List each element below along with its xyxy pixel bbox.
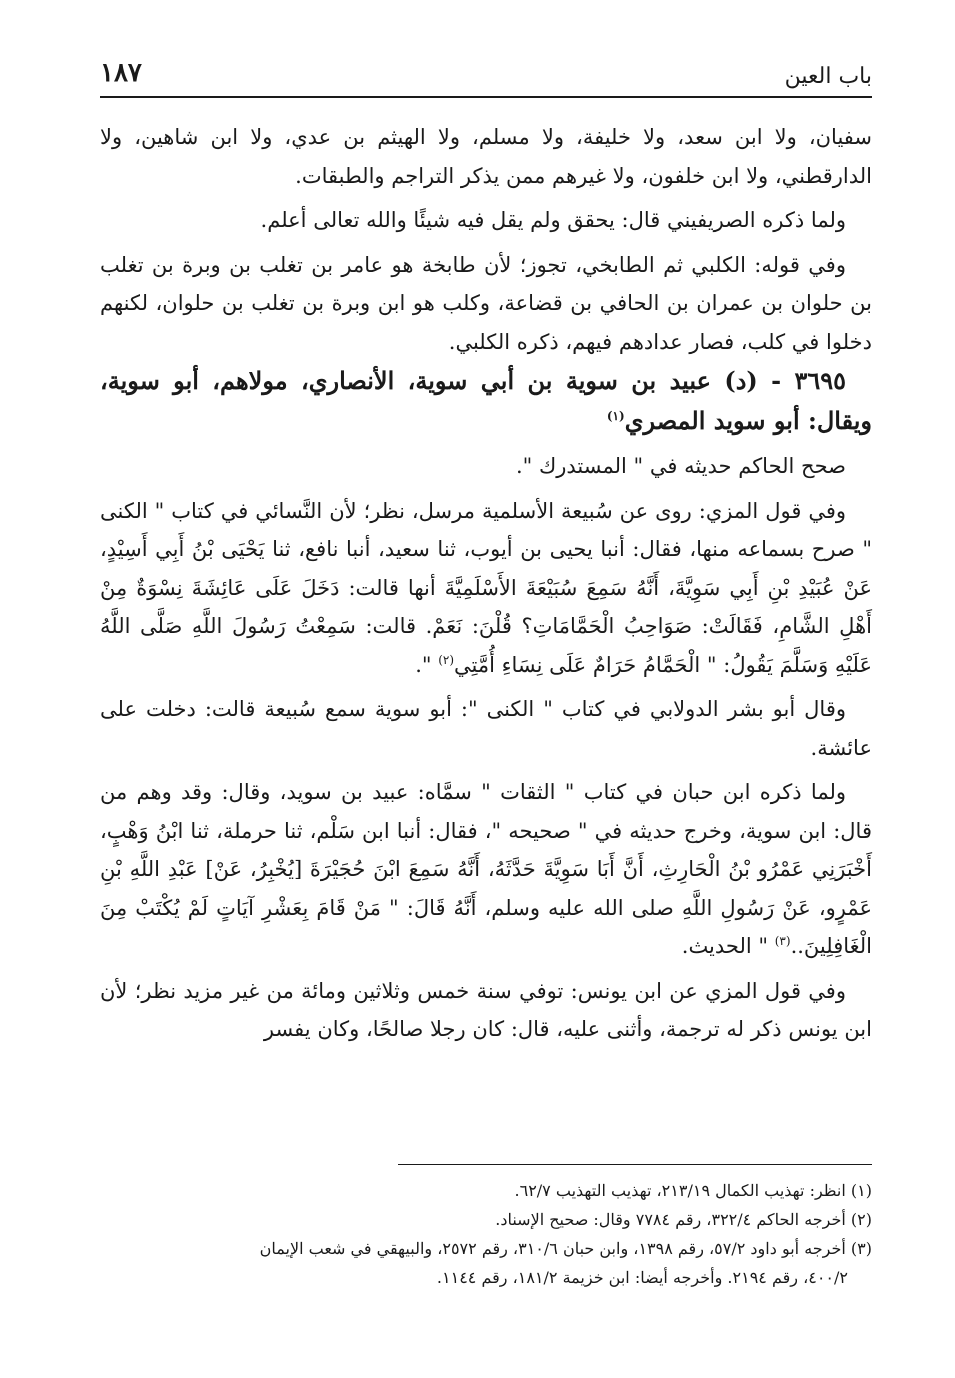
footnote-ref-3[interactable]: (٣)	[774, 934, 791, 948]
footnote-1: (١) انظر: تهذيب الكمال ٢١٣/١٩، تهذيب التهذيب ٦٢/٧.	[514, 1181, 872, 1200]
footnotes	[100, 1176, 872, 1292]
paragraph-4: صحح الحاكم حديثه في " المستدرك ".	[515, 454, 846, 478]
paragraph-5	[100, 492, 872, 685]
paragraph-6: وقال أبو بشر الدولابي في كتاب " الكنى ": أبو سوية سمع سُبيعة قالت: دخلت على عائشة.	[100, 697, 872, 760]
paragraph-1: سفيان، ولا ابن سعد، ولا خليفة، ولا مسلم، ولا الهيثم بن عدي، ولا ابن شاهين، ولا الدارقطني، ولا ابن خلفون، ولا غيرهم ممن يذكر التراجم والطبقات.	[100, 125, 872, 188]
paragraph-3: وفي قوله: الكلبي ثم الطابخي، تجوز؛ لأن طابخة هو عامر بن تغلب بن وبرة بن تغلب بن حلوان بن عمران بن الحافي بن قضاعة، وكلب هو ابن وبرة بن تغلب بن حلوان، لكنهم دخلوا في كلب، فصار عدادهم فيهم، ذكره الكلبي.	[100, 252, 872, 354]
paragraph-7-text: ولما ذكره ابن حبان في كتاب " الثقات " سمَّاه: عبيد بن سويد، وقال: وقد وهم من قال: ابن سوية، وخرج حديثه في " صحيحه "، فقال: أنبا ابن سَلْم، ثنا حرملة، ثنا ابْنُ وَهْبٍ، أَخْبَرَنِي عَمْرُو بْنُ الْحَارِثِ، أَنَّ أَبَا سَوِيَّةَ حَدَّثَهُ، أَنَّهُ سَمِعَ ابْنَ حُجَيْرَةَ [يُخْبِرُ، عَنْ] عَبْدِ اللَّهِ بْنِ عَمْرٍو، عَنْ رَسُولِ اللَّهِ صلى الله عليه وسلم، أَنَّهُ قَالَ: " مَنْ قَامَ بِعَشْرِ آيَاتٍ لَمْ يُكْتَبْ مِنَ الْغَافِلِينَ..	[100, 780, 872, 958]
footnote-divider	[398, 1164, 872, 1165]
paragraph-7	[100, 773, 872, 966]
footnote-2: (٢) أخرجه الحاكم ٣٢٢/٤، رقم ٧٧٨٤ وقال: صحيح الإسناد.	[495, 1210, 872, 1229]
entry-heading	[100, 361, 872, 441]
chapter-title: باب العين	[784, 64, 872, 89]
page-number: ١٨٧	[100, 58, 142, 88]
footnote-ref-1[interactable]: (١)	[606, 409, 625, 423]
paragraph-8: وفي قول المزي عن ابن يونس: توفي سنة خمس وثلاثين ومائة من غير مزيد نظر؛ لأن ابن يونس ذكر له ترجمة، وأثنى عليه، قال: كان رجلا صالحًا، وكان يفسر	[100, 978, 872, 1041]
footnote-3-continued: ٤٠٠/٢، رقم ٢١٩٤. وأخرجه أيضا: ابن خزيمة ١٨١/٢، رقم ١١٤٤.	[436, 1268, 848, 1287]
entry-heading-text: ٣٦٩٥ - (د) عبيد بن سوية بن أبي سوية، الأنصاري، مولاهم، أبو سوية، ويقال: أبو سويد المصري	[100, 366, 872, 435]
page-header	[100, 52, 872, 98]
paragraph-2: ولما ذكره الصريفيني قال: يحقق ولم يقل فيه شيئًا والله تعالى أعلم.	[260, 208, 846, 232]
paragraph-5-tail: ".	[415, 652, 439, 677]
footnote-3: (٣) أخرجه أبو داود ٥٧/٢، رقم ١٣٩٨، وابن حبان ٣١٠/٦، رقم ٢٥٧٢، والبيهقي في شعب الإيمان	[259, 1239, 872, 1258]
footnote-ref-2[interactable]: (٢)	[438, 652, 455, 667]
book-page	[100, 0, 872, 1378]
paragraph-7-tail: " الحديث.	[681, 934, 775, 958]
paragraph-5-text: وفي قول المزي: روى عن سُبيعة الأسلمية مرسل، نظر؛ لأن النَّسائي في كتاب " الكنى " صرح بسماعه منها، فقال: أنبا يحيى بن أيوب، ثنا سعيد، أنبا نافع، ثنا يَحْيَى بْنُ أَبِي أَسِيْدٍ، عَنْ عُبَيْدِ بْنِ أَبِي سَوِيَّةَ، أَنَّهُ سَمِعَ سُبَيْعَةَ الأَسْلَمِيَّةَ أنها قالت: دَخَلَ عَلَى عَائِشَةَ نِسْوَةٌ مِنْ أَهْلِ الشَّامِ، فَقَالَتْ: صَوَاحِبُ الْحَمَّامَاتِ؟ قُلْنَ: نَعَمْ. قالت: سَمِعْتُ رَسُولَ اللَّهِ صَلَّى اللَّهُ عَلَيْهِ وَسَلَّمَ يَقُولُ: " الْحَمَّامُ حَرَامٌ عَلَى نِسَاءِ أُمَّتِي	[100, 498, 872, 677]
main-text	[100, 118, 872, 1049]
